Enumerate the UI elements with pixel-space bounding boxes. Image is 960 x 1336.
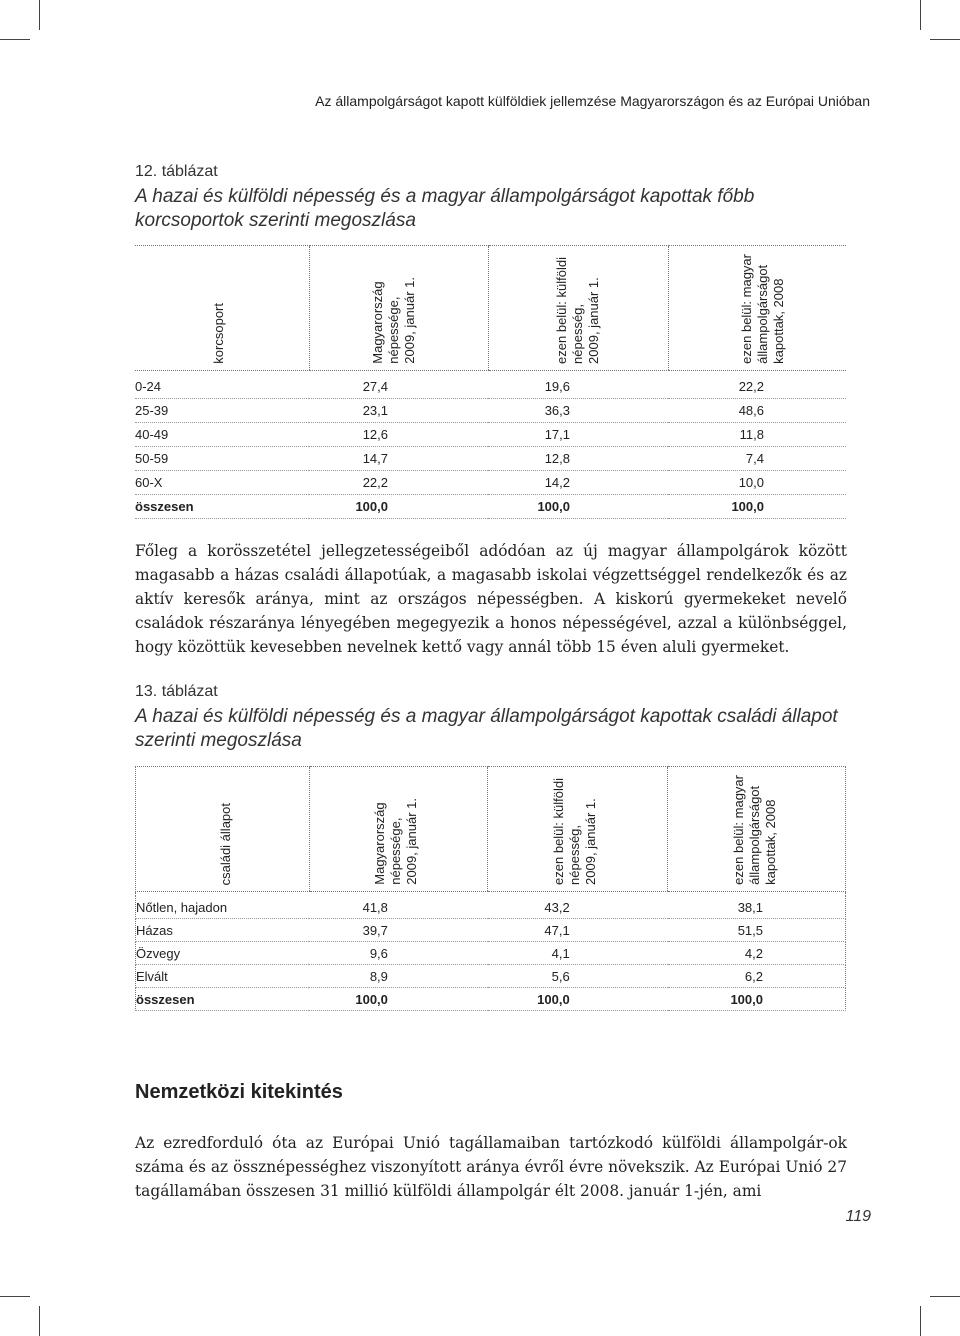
table12-number: 12. táblázat — [135, 163, 218, 180]
crop-mark — [0, 1296, 30, 1297]
crop-mark — [39, 1306, 40, 1336]
table13-header-col1: Magyarország népessége, 2009, január 1. — [309, 767, 488, 892]
table13 — [135, 766, 846, 1011]
table12-header-group: korcsoport — [135, 246, 309, 371]
table12 — [135, 245, 846, 519]
table-row: 25-39 23,1 36,3 48,6 — [135, 399, 846, 423]
table-row-total: összesen 100,0 100,0 100,0 — [136, 988, 846, 1011]
table12-title: A hazai és külföldi népesség és a magyar állampolgárságot kapottak főbb korcsoportok szerinti megoszlása — [135, 186, 755, 231]
table-row: 60-X 22,2 14,2 10,0 — [135, 471, 846, 495]
table-row: 40-49 12,6 17,1 11,8 — [135, 423, 846, 447]
table-row: Elvált 8,9 5,6 6,2 — [136, 965, 846, 988]
paragraph-2: Az ezredforduló óta az Európai Unió tagállamaiban tartózkodó külföldi állampolgár-ok száma és az össznépességhez viszonyított aránya évről évre növekszik. Az Európai Unió 27 tagállamában összesen 31 millió külföldi állampolgár élt 2008. január 1-jén, ami — [135, 1134, 847, 1200]
table13-header-group: családi állapot — [136, 767, 310, 892]
section-heading: Nemzetközi kitekintés — [135, 1081, 343, 1103]
table-row: Házas 39,7 47,1 51,5 — [136, 919, 846, 942]
crop-mark — [920, 1306, 921, 1336]
crop-mark — [39, 0, 40, 30]
table-row: 50-59 14,7 12,8 7,4 — [135, 447, 846, 471]
table-row: Özvegy 9,6 4,1 4,2 — [136, 942, 846, 965]
table13-header-col3: ezen belül: magyar állampolgárságot kapottak, 2008 — [668, 767, 846, 892]
page-number: 119 — [845, 1208, 871, 1225]
table13-number: 13. táblázat — [135, 683, 218, 700]
crop-mark — [0, 39, 30, 40]
crop-mark — [920, 0, 921, 30]
crop-mark — [930, 1296, 960, 1297]
paragraph-1: Főleg a korösszetétel jellegzetességeiből adódóan az új magyar állampolgárok között magasabb a házas családi állapotúak, a magasabb iskolai végzettséggel rendelkezők és az aktív keresők aránya, mint az országos népességben. A kiskorú gyermekeket nevelő családok részaránya lényegében megegyezik a honos népességével, azzal a különbséggel, hogy közöttük kevesebben nevelnek kettő vagy annál több 15 éven aluli gyermeket. — [135, 542, 847, 656]
table13-header-col2: ezen belül: külföldi népesség, 2009, január 1. — [488, 767, 668, 892]
table12-header-col1: Magyarország népessége, 2009, január 1. — [309, 246, 488, 371]
table-row: Nőtlen, hajadon 41,8 43,2 38,1 — [136, 896, 846, 919]
table-row-total: összesen 100,0 100,0 100,0 — [135, 495, 846, 519]
table-row: 0-24 27,4 19,6 22,2 — [135, 375, 846, 399]
crop-mark — [930, 39, 960, 40]
table12-header-col2: ezen belül: külföldi népesség, 2009, január 1. — [488, 246, 668, 371]
running-header: Az állampolgárságot kapott külföldiek jellemzése Magyarországon és az Európai Unióban — [315, 93, 870, 109]
table13-title: A hazai és külföldi népesség és a magyar állampolgárságot kapottak családi állapot szerinti megoszlása — [135, 706, 838, 751]
table12-header-col3: ezen belül: magyar állampolgárságot kapottak, 2008 — [668, 246, 846, 371]
